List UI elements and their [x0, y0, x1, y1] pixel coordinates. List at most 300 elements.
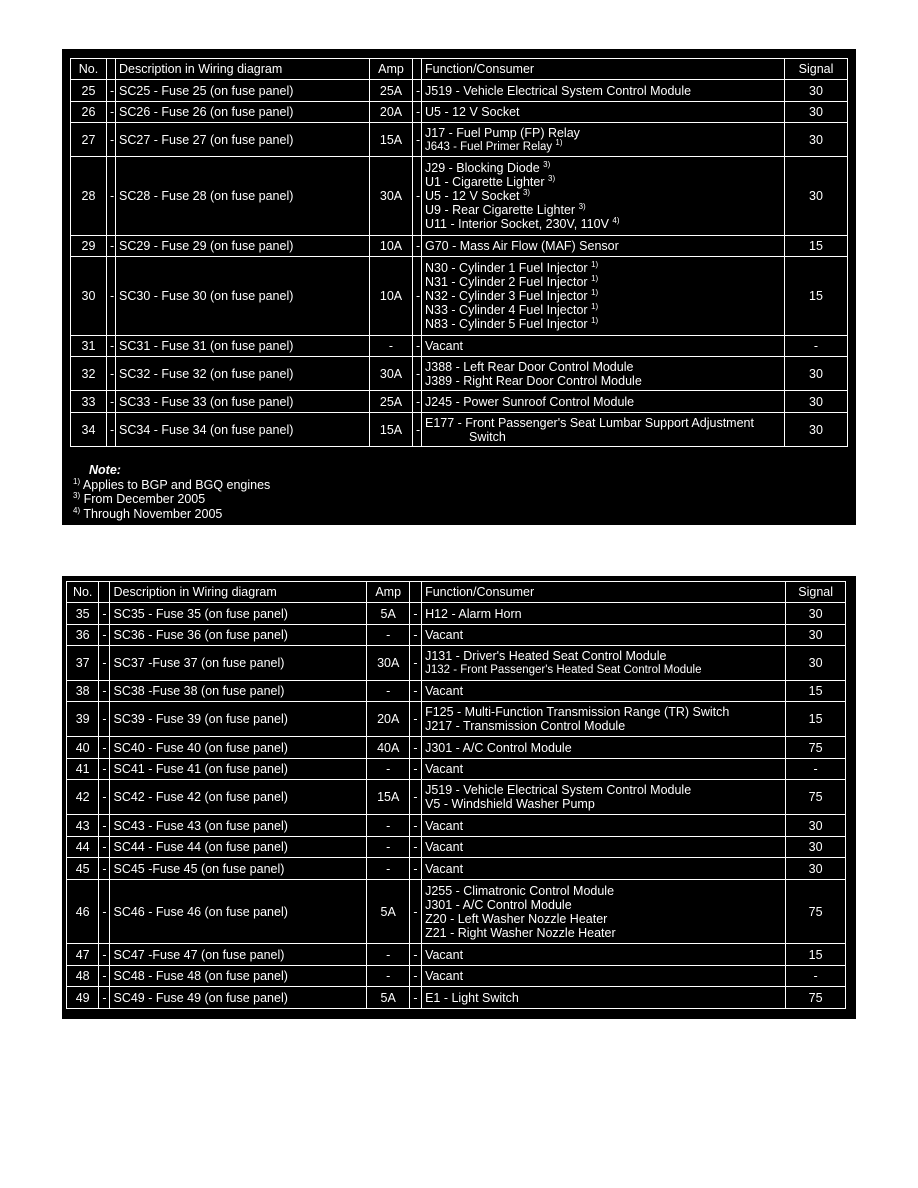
fuse-function	[422, 815, 786, 837]
footnote-marker: 1)	[591, 302, 599, 311]
fuse-amp: 15A	[370, 123, 413, 157]
fuse-signal: -	[786, 759, 846, 780]
row-dash: -	[409, 815, 421, 837]
fuse-description: SC46 - Fuse 46 (on fuse panel)	[110, 880, 367, 944]
fuse-function	[422, 702, 786, 737]
fuse-description: SC31 - Fuse 31 (on fuse panel)	[116, 336, 370, 357]
fuse-function	[422, 102, 785, 123]
fuse-amp: 5A	[367, 880, 409, 944]
header-spacer	[99, 582, 110, 603]
fuse-number: 32	[71, 357, 107, 391]
function-line	[425, 289, 781, 303]
header-amp: Amp	[370, 59, 413, 80]
row-dash: -	[99, 966, 110, 987]
function-text: E177 - Front Passenger's Seat Lumbar Support Adjustment	[425, 415, 754, 430]
row-dash: -	[99, 815, 110, 837]
header-function: Function/Consumer	[422, 59, 785, 80]
function-text: U1 - Cigarette Lighter	[425, 175, 545, 189]
fuse-description: SC35 - Fuse 35 (on fuse panel)	[110, 603, 367, 625]
fuse-description: SC36 - Fuse 36 (on fuse panel)	[110, 625, 367, 646]
function-line	[425, 926, 782, 940]
table-row	[71, 257, 848, 336]
header-amp: Amp	[367, 582, 409, 603]
fuse-description: SC40 - Fuse 40 (on fuse panel)	[110, 737, 367, 759]
row-dash: -	[99, 737, 110, 759]
fuse-description: SC38 -Fuse 38 (on fuse panel)	[110, 681, 367, 702]
row-dash: -	[99, 780, 110, 815]
fuse-amp: 10A	[370, 236, 413, 257]
row-dash: -	[99, 858, 110, 880]
row-dash: -	[107, 336, 116, 357]
row-dash: -	[413, 257, 422, 336]
row-dash: -	[107, 357, 116, 391]
function-text: J255 - Climatronic Control Module	[425, 883, 615, 898]
table-row	[71, 80, 848, 102]
fuse-number: 30	[71, 257, 107, 336]
fuse-function	[422, 123, 785, 157]
footnote-marker: 3)	[578, 202, 586, 211]
footnote-marker: 1)	[591, 288, 599, 297]
fuse-function	[422, 944, 786, 966]
table-row	[67, 858, 846, 880]
function-text: Vacant	[425, 818, 464, 833]
function-text: Vacant	[425, 840, 464, 854]
fuse-number: 25	[71, 80, 107, 102]
function-line	[425, 819, 782, 833]
function-line	[425, 416, 781, 430]
fuse-number: 40	[67, 737, 99, 759]
header-description: Description in Wiring diagram	[116, 59, 370, 80]
function-text: J217 - Transmission Control Module	[425, 719, 626, 733]
fuse-amp: 15A	[367, 780, 409, 815]
fuse-number: 38	[67, 681, 99, 702]
footnote-marker: 1)	[591, 316, 599, 325]
function-line	[425, 884, 782, 898]
fuse-description: SC41 - Fuse 41 (on fuse panel)	[110, 759, 367, 780]
fuse-function	[422, 603, 786, 625]
note-marker: 1)	[73, 476, 81, 486]
row-dash: -	[409, 681, 421, 702]
fuse-function	[422, 391, 785, 413]
fuse-number: 35	[67, 603, 99, 625]
fuse-description: SC27 - Fuse 27 (on fuse panel)	[116, 123, 370, 157]
function-text: J17 - Fuel Pump (FP) Relay	[425, 125, 580, 140]
function-line	[425, 239, 781, 253]
function-line	[425, 991, 782, 1005]
fuse-number: 49	[67, 987, 99, 1009]
fuse-function	[422, 625, 786, 646]
function-text: Vacant	[425, 339, 463, 353]
fuse-number: 26	[71, 102, 107, 123]
fuse-amp: -	[367, 625, 409, 646]
fuse-signal: 75	[786, 737, 846, 759]
row-dash: -	[409, 603, 421, 625]
fuse-amp: 20A	[367, 702, 409, 737]
fuse-signal: 30	[786, 815, 846, 837]
fuse-function	[422, 759, 786, 780]
function-line	[425, 105, 781, 119]
row-dash: -	[409, 966, 421, 987]
fuse-table-1-body	[71, 80, 848, 447]
fuse-signal: 30	[786, 625, 846, 646]
note-item	[73, 492, 270, 507]
table-row	[67, 603, 846, 625]
fuse-number: 33	[71, 391, 107, 413]
fuse-number: 31	[71, 336, 107, 357]
function-text: Vacant	[425, 684, 464, 698]
function-line	[425, 360, 781, 374]
fuse-amp: -	[367, 944, 409, 966]
fuse-description: SC42 - Fuse 42 (on fuse panel)	[110, 780, 367, 815]
fuse-function	[422, 336, 785, 357]
fuse-number: 29	[71, 236, 107, 257]
table-row	[67, 759, 846, 780]
fuse-amp: -	[367, 858, 409, 880]
fuse-signal: 15	[786, 681, 846, 702]
fuse-function	[422, 357, 785, 391]
function-line	[425, 969, 782, 983]
fuse-number: 48	[67, 966, 99, 987]
fuse-signal: 30	[785, 80, 848, 102]
fuse-function	[422, 987, 786, 1009]
function-line	[425, 741, 782, 755]
fuse-signal: 30	[785, 357, 848, 391]
fuse-description: SC28 - Fuse 28 (on fuse panel)	[116, 157, 370, 236]
fuse-amp: 30A	[367, 646, 409, 681]
fuse-amp: -	[367, 759, 409, 780]
table-row	[71, 391, 848, 413]
table-row	[71, 102, 848, 123]
fuse-description: SC30 - Fuse 30 (on fuse panel)	[116, 257, 370, 336]
fuse-function	[422, 413, 785, 447]
fuse-description: SC45 -Fuse 45 (on fuse panel)	[110, 858, 367, 880]
fuse-function	[422, 966, 786, 987]
function-text: V5 - Windshield Washer Pump	[425, 797, 595, 811]
row-dash: -	[413, 236, 422, 257]
function-text: Vacant	[425, 762, 464, 776]
fuse-number: 47	[67, 944, 99, 966]
fuse-description: SC43 - Fuse 43 (on fuse panel)	[110, 815, 367, 837]
function-line	[425, 430, 781, 444]
function-text: J132 - Front Passenger's Heated Seat Control Module	[425, 664, 702, 676]
fuse-description: SC49 - Fuse 49 (on fuse panel)	[110, 987, 367, 1009]
fuse-amp: 25A	[370, 391, 413, 413]
fuse-signal: 15	[786, 702, 846, 737]
fuse-amp: 20A	[370, 102, 413, 123]
fuse-table-panel-1	[62, 49, 856, 525]
table-row	[67, 625, 846, 646]
row-dash: -	[409, 737, 421, 759]
fuse-signal: 30	[785, 102, 848, 123]
row-dash: -	[409, 858, 421, 880]
fuse-function	[422, 880, 786, 944]
function-line	[425, 217, 781, 231]
note-marker: 4)	[73, 505, 81, 515]
footnote-marker: 1)	[555, 137, 563, 147]
fuse-number: 43	[67, 815, 99, 837]
function-text: E1 - Light Switch	[425, 990, 519, 1005]
function-text: J245 - Power Sunroof Control Module	[425, 394, 635, 409]
fuse-number: 45	[67, 858, 99, 880]
function-line	[425, 705, 782, 719]
fuse-signal: 30	[786, 646, 846, 681]
fuse-amp: 5A	[367, 603, 409, 625]
fuse-amp: 30A	[370, 357, 413, 391]
table-row	[67, 944, 846, 966]
table-row	[67, 780, 846, 815]
fuse-signal: 15	[785, 257, 848, 336]
row-dash: -	[409, 987, 421, 1009]
header-spacer	[409, 582, 421, 603]
table-header-row	[71, 59, 848, 80]
table-row	[67, 737, 846, 759]
table-row	[71, 336, 848, 357]
row-dash: -	[107, 257, 116, 336]
function-text: Vacant	[425, 969, 464, 983]
row-dash: -	[107, 123, 116, 157]
function-line	[425, 797, 782, 811]
fuse-signal: 15	[785, 236, 848, 257]
note-marker: 3)	[73, 491, 81, 500]
table-row	[67, 646, 846, 681]
fuse-amp: 5A	[367, 987, 409, 1009]
table-row	[71, 357, 848, 391]
row-dash: -	[409, 780, 421, 815]
footnote-marker: 4)	[612, 216, 620, 225]
footnote-marker: 3)	[548, 174, 556, 183]
note-title: Note:	[89, 463, 121, 477]
function-text: Vacant	[425, 947, 464, 962]
row-dash: -	[413, 413, 422, 447]
fuse-signal: 30	[785, 123, 848, 157]
function-line	[425, 126, 781, 140]
row-dash: -	[409, 625, 421, 646]
function-text: Vacant	[425, 628, 464, 642]
fuse-description: SC44 - Fuse 44 (on fuse panel)	[110, 837, 367, 858]
function-line	[425, 303, 781, 317]
header-spacer	[107, 59, 116, 80]
fuse-function	[422, 646, 786, 681]
table-row	[71, 236, 848, 257]
note-item	[73, 478, 270, 493]
function-text: N31 - Cylinder 2 Fuel Injector	[425, 275, 588, 289]
function-line	[425, 607, 782, 621]
fuse-description: SC37 -Fuse 37 (on fuse panel)	[110, 646, 367, 681]
table-row	[67, 880, 846, 944]
row-dash: -	[413, 80, 422, 102]
footnote-marker: 3)	[522, 188, 531, 197]
row-dash: -	[107, 236, 116, 257]
function-text: N30 - Cylinder 1 Fuel Injector	[425, 261, 588, 275]
fuse-function	[422, 780, 786, 815]
fuse-description: SC25 - Fuse 25 (on fuse panel)	[116, 80, 370, 102]
function-line	[425, 137, 781, 154]
fuse-number: 28	[71, 157, 107, 236]
function-line	[425, 719, 782, 733]
fuse-table-panel-2	[62, 576, 856, 1019]
fuse-number: 41	[67, 759, 99, 780]
fuse-number: 27	[71, 123, 107, 157]
function-text: Z20 - Left Washer Nozzle Heater	[425, 911, 608, 926]
fuse-amp: 25A	[370, 80, 413, 102]
function-text: J29 - Blocking Diode	[425, 161, 540, 175]
table-row	[67, 837, 846, 858]
fuse-signal: 30	[786, 837, 846, 858]
table-header-row	[67, 582, 846, 603]
table-row	[67, 987, 846, 1009]
row-dash: -	[413, 102, 422, 123]
function-line	[425, 189, 781, 203]
note-text: Through November 2005	[83, 506, 223, 521]
fuse-amp: 40A	[367, 737, 409, 759]
header-function: Function/Consumer	[422, 582, 786, 603]
function-line	[425, 261, 781, 275]
header-no: No.	[71, 59, 107, 80]
row-dash: -	[107, 157, 116, 236]
fuse-signal: -	[786, 966, 846, 987]
fuse-signal: 75	[786, 780, 846, 815]
function-text: J519 - Vehicle Electrical System Control Module	[425, 783, 692, 797]
fuse-function	[422, 157, 785, 236]
header-no: No.	[67, 582, 99, 603]
function-line	[425, 339, 781, 353]
fuse-signal: 75	[786, 880, 846, 944]
note-text: Applies to BGP and BGQ engines	[82, 477, 271, 492]
function-line	[425, 783, 782, 797]
note-item	[73, 507, 270, 522]
function-text: Z21 - Right Washer Nozzle Heater	[425, 925, 616, 940]
function-text: J301 - A/C Control Module	[425, 740, 572, 755]
function-line	[425, 395, 781, 409]
fuse-number: 39	[67, 702, 99, 737]
fuse-signal: 15	[786, 944, 846, 966]
header-signal: Signal	[785, 59, 848, 80]
fuse-description: SC39 - Fuse 39 (on fuse panel)	[110, 702, 367, 737]
function-line	[425, 175, 781, 189]
fuse-description: SC29 - Fuse 29 (on fuse panel)	[116, 236, 370, 257]
row-dash: -	[413, 123, 422, 157]
row-dash: -	[99, 837, 110, 858]
fuse-function	[422, 80, 785, 102]
fuse-signal: 30	[786, 858, 846, 880]
function-line	[425, 275, 781, 289]
footnote-marker: 1)	[591, 274, 599, 283]
row-dash: -	[99, 603, 110, 625]
function-text: F125 - Multi-Function Transmission Range (TR) Switch	[425, 705, 730, 719]
row-dash: -	[409, 837, 421, 858]
fuse-table-1	[70, 58, 848, 447]
row-dash: -	[409, 702, 421, 737]
fuse-amp: -	[367, 966, 409, 987]
function-text: J301 - A/C Control Module	[425, 897, 572, 912]
fuse-number: 42	[67, 780, 99, 815]
fuse-table-2	[66, 581, 846, 1009]
table-row	[67, 966, 846, 987]
fuse-signal: -	[785, 336, 848, 357]
header-description: Description in Wiring diagram	[110, 582, 367, 603]
function-line	[425, 663, 782, 677]
fuse-amp: -	[370, 336, 413, 357]
fuse-amp: -	[367, 815, 409, 837]
function-line	[425, 948, 782, 962]
function-text: J643 - Fuel Primer Relay	[425, 140, 553, 153]
header-spacer	[413, 59, 422, 80]
footnote-marker: 1)	[591, 260, 599, 269]
row-dash: -	[107, 391, 116, 413]
function-line	[425, 628, 782, 642]
table-row	[67, 681, 846, 702]
function-line	[425, 898, 782, 912]
function-line	[425, 684, 782, 698]
function-text: J389 - Right Rear Door Control Module	[425, 373, 642, 388]
fuse-function	[422, 837, 786, 858]
fuse-number: 34	[71, 413, 107, 447]
fuse-function	[422, 681, 786, 702]
function-text: N83 - Cylinder 5 Fuel Injector	[425, 317, 588, 331]
function-text: U5 - 12 V Socket	[425, 189, 520, 203]
footnote-marker: 3)	[543, 160, 551, 169]
function-text: N32 - Cylinder 3 Fuel Injector	[425, 289, 588, 303]
function-text: J131 - Driver's Heated Seat Control Module	[425, 649, 667, 663]
fuse-function	[422, 236, 785, 257]
fuse-description: SC34 - Fuse 34 (on fuse panel)	[116, 413, 370, 447]
row-dash: -	[409, 759, 421, 780]
function-text: J388 - Left Rear Door Control Module	[425, 359, 634, 374]
fuse-description: SC48 - Fuse 48 (on fuse panel)	[110, 966, 367, 987]
fuse-description: SC47 -Fuse 47 (on fuse panel)	[110, 944, 367, 966]
fuse-number: 46	[67, 880, 99, 944]
fuse-amp: 10A	[370, 257, 413, 336]
row-dash: -	[107, 102, 116, 123]
function-line	[425, 862, 782, 876]
function-text: U9 - Rear Cigarette Lighter	[425, 203, 576, 217]
function-line	[425, 317, 781, 331]
row-dash: -	[99, 759, 110, 780]
notes-section	[73, 463, 270, 521]
fuse-description: SC33 - Fuse 33 (on fuse panel)	[116, 391, 370, 413]
fuse-number: 37	[67, 646, 99, 681]
row-dash: -	[413, 357, 422, 391]
fuse-signal: 30	[785, 157, 848, 236]
fuse-number: 44	[67, 837, 99, 858]
fuse-signal: 30	[785, 391, 848, 413]
fuse-table-2-body	[67, 603, 846, 1009]
row-dash: -	[409, 646, 421, 681]
function-line	[425, 203, 781, 217]
table-row	[71, 123, 848, 157]
function-text: U5 - 12 V Socket	[425, 105, 520, 119]
row-dash: -	[107, 80, 116, 102]
fuse-description: SC32 - Fuse 32 (on fuse panel)	[116, 357, 370, 391]
row-dash: -	[99, 880, 110, 944]
row-dash: -	[99, 987, 110, 1009]
function-line	[425, 840, 782, 854]
row-dash: -	[99, 646, 110, 681]
row-dash: -	[99, 625, 110, 646]
function-text: H12 - Alarm Horn	[425, 606, 522, 621]
function-text: Vacant	[425, 861, 464, 876]
header-signal: Signal	[786, 582, 846, 603]
row-dash: -	[413, 336, 422, 357]
function-line	[425, 374, 781, 388]
row-dash: -	[99, 681, 110, 702]
row-dash: -	[409, 880, 421, 944]
note-text: From December 2005	[83, 492, 206, 506]
table-row	[71, 157, 848, 236]
function-text: J519 - Vehicle Electrical System Control Module	[425, 83, 692, 98]
row-dash: -	[413, 157, 422, 236]
fuse-signal: 75	[786, 987, 846, 1009]
